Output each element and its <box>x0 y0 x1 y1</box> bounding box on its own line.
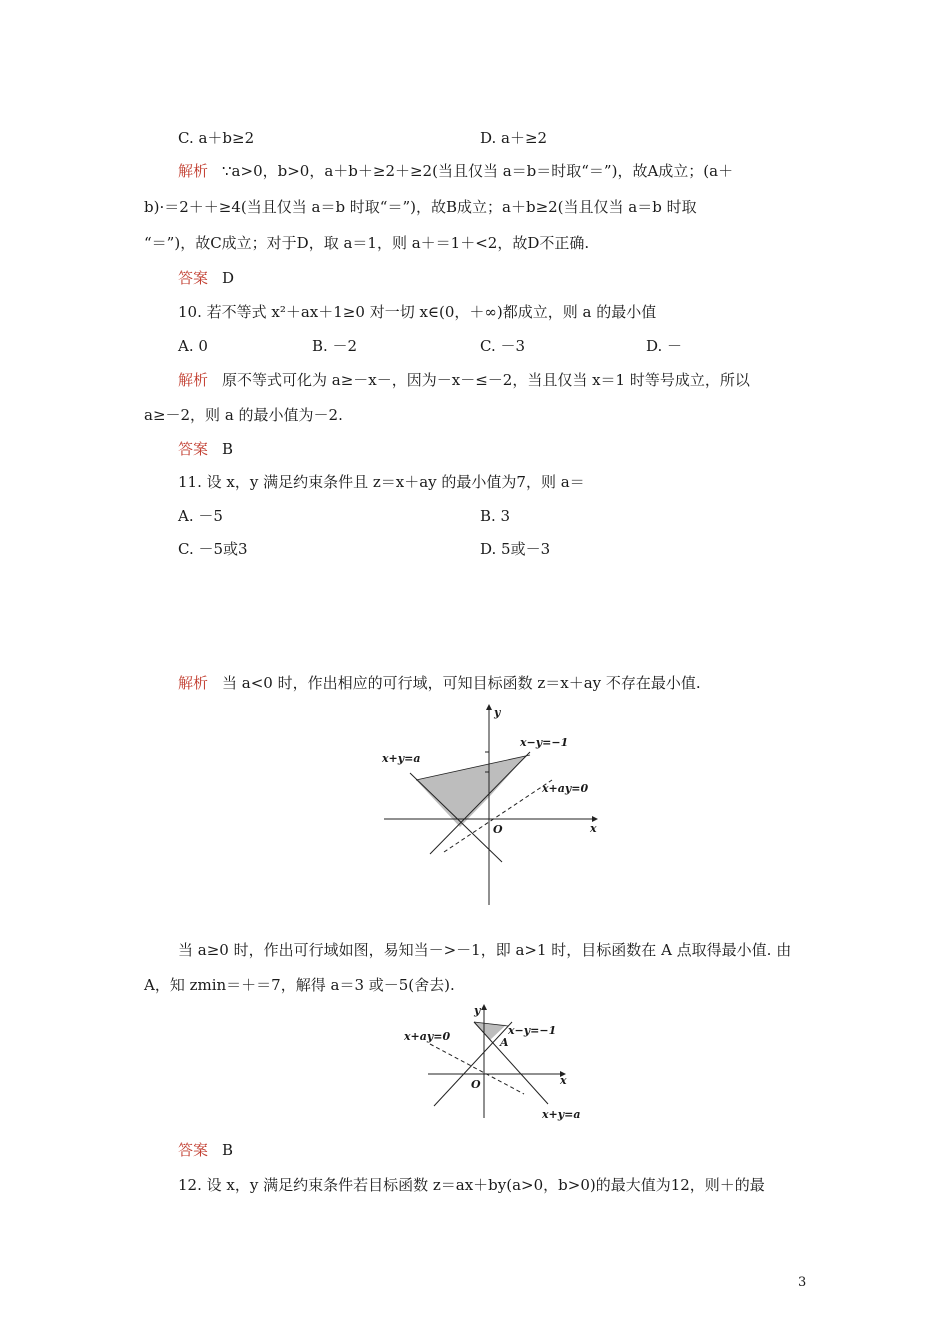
analysis-label: 解析 <box>178 371 209 389</box>
option-c-q9: C. a＋b≥2 <box>178 129 255 147</box>
answer-line-q9 <box>178 268 234 288</box>
analysis-line-q9-2: b)·＝2＋＋≥4(当且仅当 a＝b 时取“＝”)，故B成立；a＋b≥2(当且仅当 a＝b 时取 <box>144 198 697 216</box>
option-c-q11: C. －5或3 <box>178 540 248 558</box>
label-x-plus-ay-eq-0: x+ay=0 <box>404 1030 451 1043</box>
label-x-plus-ay-eq-0: x+ay=0 <box>542 782 589 795</box>
answer-value: B <box>222 1141 234 1159</box>
option-b-q11: B. 3 <box>480 507 511 525</box>
analysis-text: 原不等式可化为 a≥－x－，因为－x－≤－2，当且仅当 x＝1 时等号成立，所以 <box>222 371 750 389</box>
feasible-region-figure-1 <box>380 700 610 910</box>
y-axis-arrow <box>481 1004 487 1010</box>
shaded-region <box>416 756 526 827</box>
analysis-label: 解析 <box>178 162 209 180</box>
answer-value: D <box>222 269 235 287</box>
option-a-q11: A. －5 <box>178 507 223 525</box>
label-x-plus-y-eq-a: x+y=a <box>382 752 421 765</box>
option-b-q10: B. －2 <box>312 337 358 355</box>
y-axis-arrow <box>486 704 492 710</box>
y-axis-label: y <box>474 1004 481 1017</box>
feasible-region-figure-2 <box>400 1000 600 1125</box>
origin-label: O <box>471 1078 481 1091</box>
y-axis-label: y <box>494 706 501 719</box>
x-axis-label: x <box>560 1074 567 1087</box>
page-number: 3 <box>798 1275 807 1290</box>
answer-line-q11 <box>178 1140 233 1160</box>
answer-value: B <box>222 440 234 458</box>
question-12: 12. 设 x，y 满足约束条件若目标函数 z＝ax＋by(a>0，b>0)的最大值为12，则＋的最 <box>178 1176 765 1194</box>
x-axis-label: x <box>590 822 597 835</box>
analysis-line-q10-2: a≥－2，则 a 的最小值为－2. <box>144 406 343 424</box>
analysis-line-q11-3: A，知 zmin＝＋＝7，解得 a＝3 或－5(舍去). <box>144 976 455 994</box>
analysis-label: 解析 <box>178 674 209 692</box>
point-a-label: A <box>500 1036 509 1049</box>
option-d-q9: D. a＋≥2 <box>480 129 548 147</box>
label-x-minus-y-eq-neg1: x−y=−1 <box>520 736 569 749</box>
option-d-q10: D. － <box>646 337 683 355</box>
analysis-text: 当 a<0 时，作出相应的可行域，可知目标函数 z＝x＋ay 不存在最小值. <box>222 674 701 692</box>
answer-label: 答案 <box>178 1141 209 1159</box>
analysis-line-q11 <box>178 673 701 693</box>
answer-label: 答案 <box>178 269 209 287</box>
option-c-q10: C. －3 <box>480 337 526 355</box>
analysis-line-q11-2: 当 a≥0 时，作出可行域如图，易知当－>－1，即 a>1 时，目标函数在 A 点取得最小值. 由 <box>178 941 792 959</box>
analysis-text: ∵a>0，b>0，a＋b＋≥2＋≥2(当且仅当 a＝b＝时取“＝”)，故A成立；(a＋ <box>222 162 734 180</box>
label-x-minus-y-eq-neg1: x−y=−1 <box>508 1024 557 1037</box>
question-10: 10. 若不等式 x²＋ax＋1≥0 对一切 x∈(0，＋∞)都成立，则 a 的最小值 <box>178 303 657 321</box>
analysis-line-q10 <box>178 370 750 390</box>
analysis-line-q9-3: “＝”)，故C成立；对于D，取 a＝1，则 a＋＝1＋<2，故D不正确. <box>144 234 590 252</box>
origin-label: O <box>493 823 503 836</box>
option-d-q11: D. 5或－3 <box>480 540 551 558</box>
label-x-plus-y-eq-a: x+y=a <box>542 1108 581 1121</box>
question-11: 11. 设 x，y 满足约束条件且 z＝x＋ay 的最小值为7，则 a＝ <box>178 473 585 491</box>
option-a-q10: A. 0 <box>178 337 208 355</box>
answer-label: 答案 <box>178 440 209 458</box>
answer-line-q10 <box>178 439 233 459</box>
analysis-line-q9 <box>178 161 733 181</box>
